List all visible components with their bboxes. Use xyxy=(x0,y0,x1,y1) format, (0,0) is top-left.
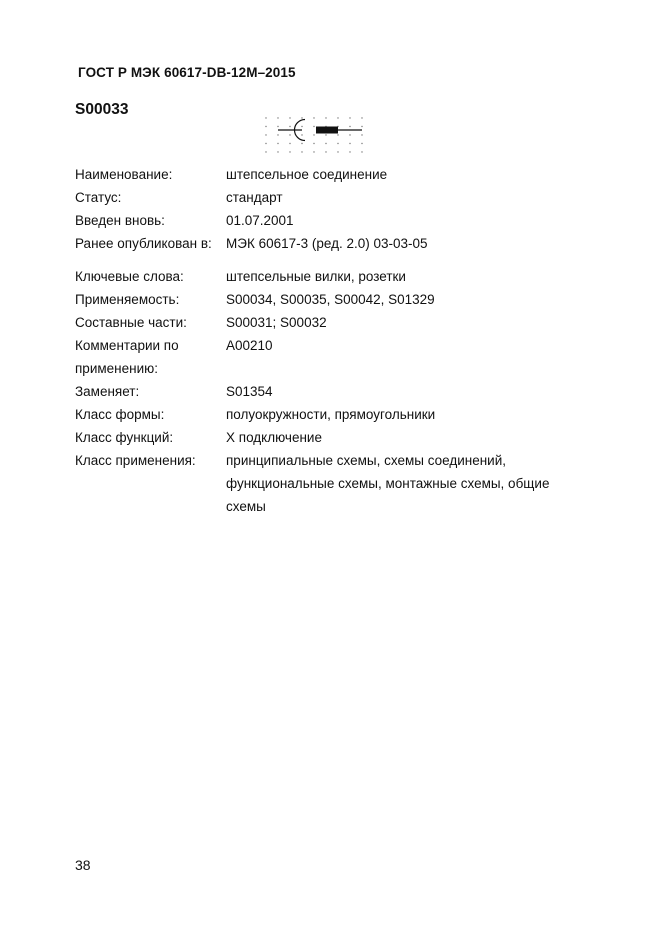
field-label: Введен вновь: xyxy=(75,213,165,228)
grid-dot xyxy=(289,134,290,135)
grid-dot xyxy=(301,143,302,144)
field-value: X подключение xyxy=(226,430,322,445)
grid-dot xyxy=(325,134,326,135)
grid-dot xyxy=(277,143,278,144)
field-label: Класс формы: xyxy=(75,407,165,422)
grid-dot xyxy=(349,143,350,144)
grid-dot xyxy=(289,126,290,127)
field-label: Ключевые слова: xyxy=(75,269,184,284)
field-value: S01354 xyxy=(226,384,273,399)
grid-dot xyxy=(361,134,362,135)
grid-dot xyxy=(349,117,350,118)
grid-dot xyxy=(289,117,290,118)
grid-dot xyxy=(301,134,302,135)
grid-dot xyxy=(277,117,278,118)
grid-dot xyxy=(265,134,266,135)
field-value: A00210 xyxy=(226,338,273,353)
field-label: Класс применения: xyxy=(75,453,196,468)
document-header: ГОСТ Р МЭК 60617-DB-12M–2015 xyxy=(78,65,296,80)
grid-dot xyxy=(325,151,326,152)
field-label: Заменяет: xyxy=(75,384,140,399)
grid-dot xyxy=(301,117,302,118)
grid-dot xyxy=(301,126,302,127)
field-value: штепсельные вилки, розетки xyxy=(226,269,406,284)
field-label: применению: xyxy=(75,361,158,376)
field-value: S00031; S00032 xyxy=(226,315,327,330)
field-value: S00034, S00035, S00042, S01329 xyxy=(226,292,435,307)
field-label: Ранее опубликован в: xyxy=(75,236,212,251)
grid-dot xyxy=(301,151,302,152)
grid-dot xyxy=(313,151,314,152)
page-number: 38 xyxy=(75,857,91,873)
grid-dot xyxy=(361,126,362,127)
plug-socket-connection-symbol-icon xyxy=(258,110,368,160)
grid-dot xyxy=(289,151,290,152)
grid-dot xyxy=(277,151,278,152)
grid-dot xyxy=(265,143,266,144)
field-label: Составные части: xyxy=(75,315,187,330)
field-value: стандарт xyxy=(226,190,283,205)
grid-dot xyxy=(349,134,350,135)
grid-dot xyxy=(313,126,314,127)
field-value: функциональные схемы, монтажные схемы, общие xyxy=(226,476,550,491)
grid-dot xyxy=(289,143,290,144)
grid-dot xyxy=(337,117,338,118)
field-value: штепсельное соединение xyxy=(226,167,388,182)
field-label: Применяемость: xyxy=(75,292,180,307)
field-label: Комментарии по xyxy=(75,338,179,353)
symbol-code: S00033 xyxy=(75,101,129,118)
grid-dot xyxy=(265,117,266,118)
field-label: Класс функций: xyxy=(75,430,174,445)
grid-dot xyxy=(277,134,278,135)
grid-dot xyxy=(361,117,362,118)
field-value: полуокружности, прямоугольники xyxy=(226,407,436,422)
grid-dot xyxy=(361,151,362,152)
grid-dot xyxy=(349,151,350,152)
grid-dot xyxy=(277,126,278,127)
grid-dot xyxy=(349,126,350,127)
grid-dot xyxy=(337,134,338,135)
grid-dot xyxy=(265,126,266,127)
grid-dot xyxy=(325,143,326,144)
grid-dot xyxy=(265,151,266,152)
field-value: МЭК 60617-3 (ред. 2.0) 03-03-05 xyxy=(226,236,428,251)
grid-dot xyxy=(337,143,338,144)
symbol-grid xyxy=(265,117,362,152)
field-value: 01.07.2001 xyxy=(226,213,294,228)
grid-dot xyxy=(337,151,338,152)
field-label: Наименование: xyxy=(75,167,173,182)
field-value: схемы xyxy=(226,499,266,514)
field-label: Статус: xyxy=(75,190,122,205)
grid-dot xyxy=(313,117,314,118)
grid-dot xyxy=(361,143,362,144)
field-value: принципиальные схемы, схемы соединений, xyxy=(226,453,506,468)
grid-dot xyxy=(313,143,314,144)
grid-dot xyxy=(313,134,314,135)
grid-dot xyxy=(325,117,326,118)
